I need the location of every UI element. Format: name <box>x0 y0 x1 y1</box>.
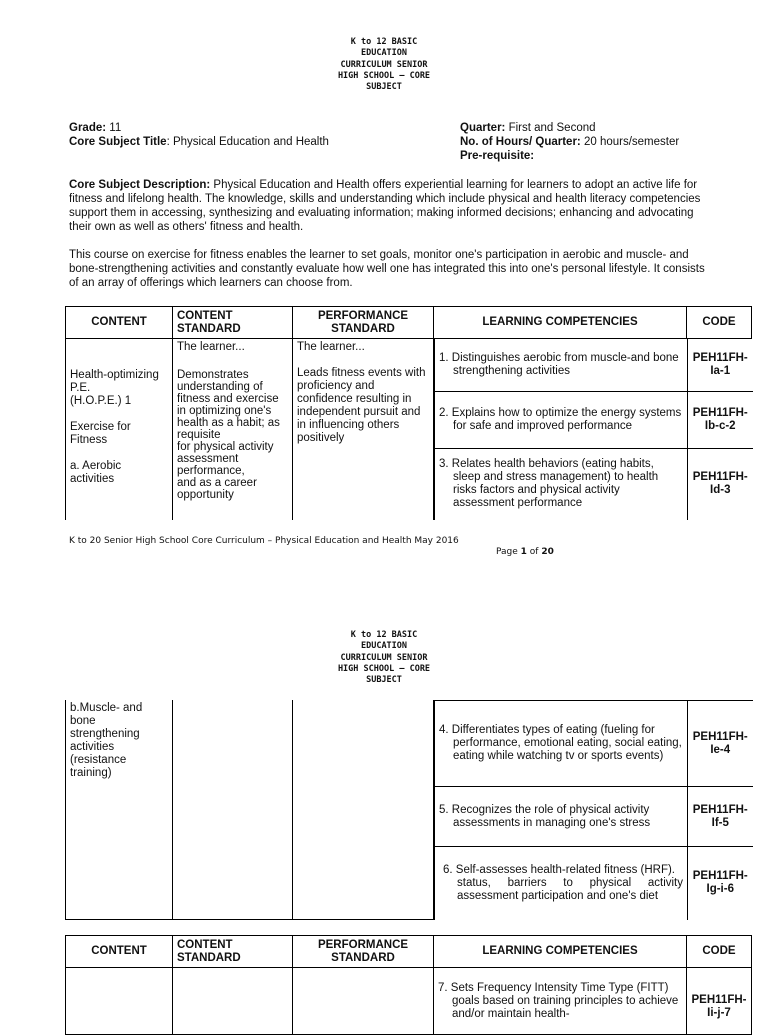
footer-text: K to 20 Senior High School Core Curriculum – Physical Education and Health May 2016 <box>69 536 459 546</box>
prereq-label: Pre-requisite: <box>460 150 535 162</box>
col-header-code: CODE <box>687 307 752 339</box>
col-header-code: CODE <box>687 936 752 968</box>
col-header-performance-standard: PERFORMANCE STANDARD <box>293 307 434 339</box>
hours-label: No. of Hours/ Quarter: <box>460 136 581 148</box>
header-line: EDUCATION <box>360 641 408 652</box>
header-line: K to 12 BASIC <box>350 37 418 47</box>
competency-code: PEH11FH-Ii-j-7 <box>687 968 752 1035</box>
content-standard-cell <box>173 339 293 521</box>
content-standard-line: Demonstrates understanding of fitness and exercise in optimizing one's health as a habit; as requisite <box>177 369 280 441</box>
col-header-performance-standard: PERFORMANCE STANDARD <box>293 936 434 968</box>
col-header-content-standard: CONTENT STANDARD <box>173 936 293 968</box>
col-header-competencies: LEARNING COMPETENCIES <box>434 307 687 339</box>
competencies-block <box>434 700 752 920</box>
document-header <box>0 630 768 686</box>
header-line: K to 12 BASIC <box>350 630 418 640</box>
content-cell <box>66 968 173 1035</box>
competency: 3. Relates health behaviors (eating habits, sleep and stress management) to health risks factors and physical activity assessment performance <box>435 448 688 520</box>
curriculum-table-1 <box>65 306 752 520</box>
competency-code: PEH11FH-Ig-i-6 <box>688 847 753 920</box>
prereq-line <box>460 149 534 163</box>
performance-standard-cell <box>293 968 434 1035</box>
content-line: Health-optimizing P.E. <box>70 369 159 394</box>
performance-standard-cell <box>293 339 434 521</box>
grade-label: Grade: <box>69 122 107 134</box>
description-text: Physical Education and Health offers experiential learning for learners to adopt an active life for fitness and lifelong health. The knowledge, skills and understanding which include physical and health literacy competencies support them in accessing, synthesizing and evaluating information; making informed decisions; enhancing and advocating their own as well as others' fitness and health. <box>69 179 701 233</box>
competency: 5. Recognizes the role of physical activity assessments in managing one's stress <box>435 787 688 847</box>
header-line: CURRICULUM SENIOR <box>340 652 428 663</box>
course-description: This course on exercise for fitness enables the learner to set goals, monitor one's participation in aerobic and muscle- and bone-strengthening activities and constantly evaluate how well one has integrated this into one's personal lifestyle. It consists of an array of offerings which learners can choose from. <box>69 249 705 289</box>
competency: 4. Differentiates types of eating (fueling for performance, emotional eating, social eating, eating while watching tv or sports events) <box>435 701 688 787</box>
title-line <box>69 135 329 149</box>
header-line: HIGH SCHOOL – CORE <box>337 663 431 674</box>
content-standard-cell <box>173 700 293 920</box>
grade-value: 11 <box>106 122 122 134</box>
hours-line <box>460 135 679 149</box>
competency: 7. Sets Frequency Intensity Time Type (FITT) goals based on training principles to achieve and/or maintain health- <box>434 968 687 1035</box>
col-header-content: CONTENT <box>66 936 173 968</box>
header-line: EDUCATION <box>360 48 408 59</box>
title-value: : Physical Education and Health <box>166 136 329 148</box>
subject-description <box>69 178 709 234</box>
competency: 6. Self-assesses health-related fitness (HRF). status, barriers to physical activity assessment participation and one's diet <box>435 847 688 920</box>
competency: 1. Distinguishes aerobic from muscle-and bone strengthening activities <box>435 339 688 391</box>
content-line: Exercise for Fitness <box>70 421 131 446</box>
grade-line <box>69 121 121 135</box>
hours-value: 20 hours/semester <box>580 136 680 148</box>
curriculum-table-3 <box>65 935 752 1035</box>
competency-code: PEH11FH-Ia-1 <box>688 339 753 391</box>
quarter-value: First and Second <box>505 122 596 134</box>
performance-standard-line: Leads fitness events with proficiency and confidence resulting in independent pursuit and in influencing others positively <box>297 367 426 444</box>
competency-code: PEH11FH-If-5 <box>688 787 753 847</box>
content-standard-cell <box>173 968 293 1035</box>
performance-standard-cell <box>293 700 434 920</box>
quarter-label: Quarter: <box>460 122 506 134</box>
content-standard-line: for physical activity assessment performance, <box>177 441 274 477</box>
page-number: Page 1 of 20 <box>496 547 554 557</box>
description-label: Core Subject Description: <box>69 179 211 191</box>
col-header-competencies: LEARNING COMPETENCIES <box>434 936 687 968</box>
header-line: HIGH SCHOOL – CORE <box>337 70 431 81</box>
col-header-content-standard: CONTENT STANDARD <box>173 307 293 339</box>
quarter-line <box>460 121 596 135</box>
content-cell <box>66 339 173 521</box>
competencies-block <box>434 339 752 521</box>
content-standard-line: and as a career opportunity <box>177 477 257 501</box>
content-standard-line: The learner... <box>177 341 245 353</box>
content-line: (H.O.P.E.) 1 <box>70 395 132 407</box>
competency-code: PEH11FH-Ib-c-2 <box>688 391 753 448</box>
curriculum-table-2 <box>65 700 752 920</box>
title-label: Core Subject Title <box>69 136 167 148</box>
header-line: SUBJECT <box>366 675 402 686</box>
competency-code: PEH11FH-Id-3 <box>688 448 753 520</box>
performance-standard-line: The learner... <box>297 341 365 353</box>
competency-code: PEH11FH-Ie-4 <box>688 701 753 787</box>
competency: 2. Explains how to optimize the energy systems for safe and improved performance <box>435 391 688 448</box>
header-line: CURRICULUM SENIOR <box>340 59 428 70</box>
col-header-content: CONTENT <box>66 307 173 339</box>
content-line: a. Aerobic activities <box>70 460 122 485</box>
document-header <box>0 37 768 93</box>
content-cell: b.Muscle- and bone strengthening activities (resistance training) <box>66 700 173 920</box>
header-line: SUBJECT <box>366 82 402 93</box>
